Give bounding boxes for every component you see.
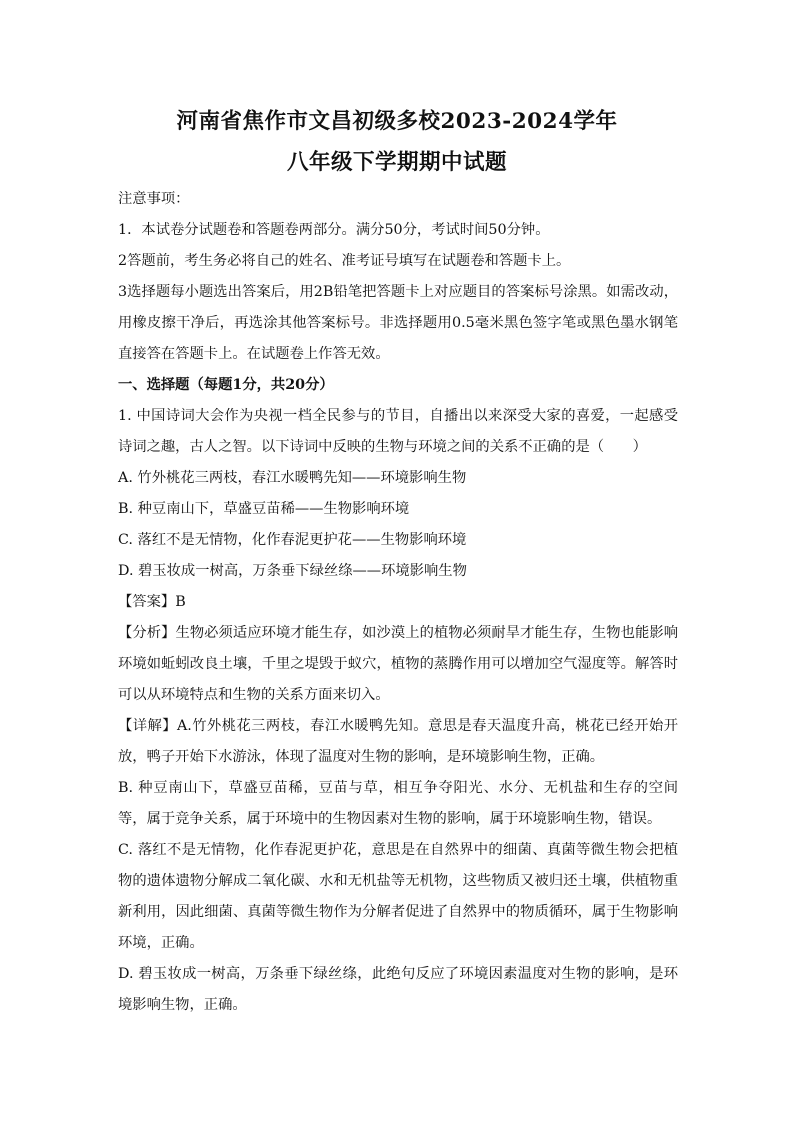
analysis-text: 生物必须适应环境才能生存，如沙漠上的植物必须耐旱才能生存，生物也能影响环境如蚯蚓改良土壤，千里之堤毁于蚁穴，植物的蒸腾作用可以增加空气湿度等。解答时可以从环境特点和生物的关系方面来切入。 — [118, 625, 679, 703]
detail-label: 【详解】 — [118, 718, 177, 734]
option-d: D. 碧玉妆成一树高，万条垂下绿丝绦——环境影响生物 — [118, 563, 467, 579]
question-stem: 1. 中国诗词大会作为央视一档全民参与的节目，自播出以来深受大家的喜爱，一起感受诗词之趣，古人之智。以下诗词中反映的生物与环境之间的关系不正确的是（ ） — [118, 408, 678, 455]
title-line-2: 八年级下学期期中试题 — [286, 150, 507, 175]
answer-line — [118, 587, 678, 618]
note-item-3: 3选择题每小题选出答案后，用2B铅笔把答题卡上对应题目的答案标号涂黑。如需改动，用橡皮擦干净后，再选涂其他答案标号。非选择题用0.5毫米黑色签字笔或黑色墨水钢笔直接答在答题卡上。在试题卷上作答无效。 — [118, 284, 678, 362]
note-item-1: 1．本试卷分试题卷和答题卷两部分。满分50分，考试时间50分钟。 — [118, 222, 550, 238]
notes-heading: 注意事项： — [118, 191, 190, 207]
analysis-paragraph — [118, 618, 678, 711]
document-body — [118, 184, 678, 1021]
option-c: C. 落红不是无情物，化作春泥更护花——生物影响环境 — [118, 532, 467, 548]
option-a: A. 竹外桃花三两枝，春江水暖鸭先知——环境影响生物 — [118, 470, 467, 486]
detail-paragraph-a — [118, 711, 678, 773]
detail-paragraph-b: B. 种豆南山下，草盛豆苗稀，豆苗与草，相互争夺阳光、水分、无机盐和生存的空间等，属于竞争关系，属于环境中的生物因素对生物的影响，属于环境影响生物，错误。 — [118, 780, 678, 827]
title-line-1: 河南省焦作市文昌初级多校2023-2024学年 — [176, 109, 618, 134]
option-b: B. 种豆南山下，草盛豆苗稀——生物影响环境 — [118, 501, 410, 517]
analysis-label: 【分析】 — [118, 625, 176, 641]
answer-label: 【答案】 — [118, 594, 176, 610]
section-heading: 一、选择题（每题1分，共20分） — [118, 377, 334, 393]
answer-value: B — [175, 594, 186, 610]
note-item-2: 2答题前，考生务必将自己的姓名、准考证号填写在试题卷和答题卡上。 — [118, 253, 571, 269]
detail-paragraph-c: C. 落红不是无情物，化作春泥更护花，意思是在自然界中的细菌、真菌等微生物会把植物的遗体遗物分解成二氧化碳、水和无机盐等无机物，这些物质又被归还土壤，供植物重新利用，因此细菌、真菌等微生物作为分解者促进了自然界中的物质循环，属于生物影响环境，正确。 — [118, 842, 678, 951]
detail-paragraph-d: D. 碧玉妆成一树高，万条垂下绿丝绦，此绝句反应了环境因素温度对生物的影响，是环境影响生物，正确。 — [118, 966, 678, 1013]
detail-a-text: A.竹外桃花三两枝，春江水暖鸭先知。意思是春天温度升高，桃花已经开始开放，鸭子开始下水游泳，体现了温度对生物的影响，是环境影响生物，正确。 — [118, 718, 678, 765]
